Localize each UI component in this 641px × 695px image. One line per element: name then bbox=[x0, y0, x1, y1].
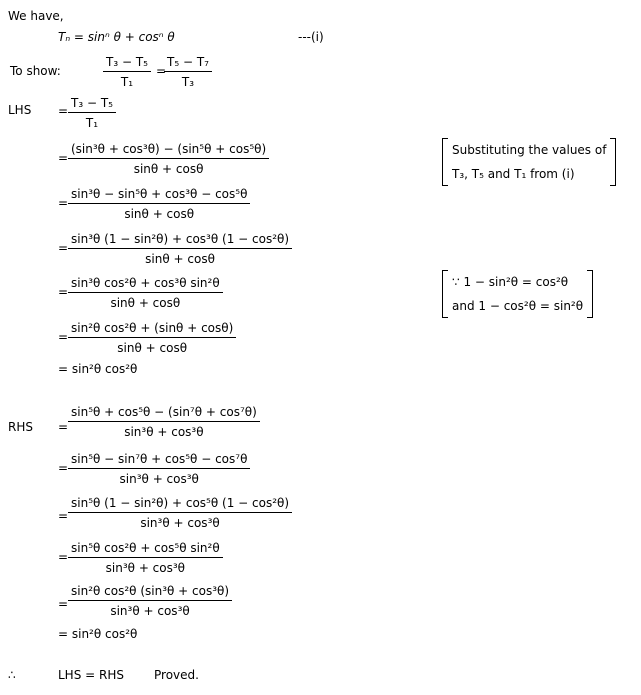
to-show-label: To show: bbox=[10, 64, 61, 78]
fraction-denominator: T₁ bbox=[120, 75, 134, 89]
rhs-step-3-fraction bbox=[68, 496, 292, 530]
equals-sign: = bbox=[58, 104, 69, 118]
fraction-numerator: (sin³θ + cos³θ) − (sin⁵θ + cos⁵θ) bbox=[68, 142, 269, 159]
note-identity-line-1: ∵ 1 − sin²θ = cos²θ bbox=[452, 275, 569, 289]
fraction-numerator: sin³θ − sin⁵θ + cos³θ − cos⁵θ bbox=[68, 187, 250, 204]
definition: Tₙ = sinⁿ θ + cosⁿ θ bbox=[58, 30, 175, 44]
fraction-denominator: sinθ + cosθ bbox=[124, 207, 195, 221]
equals-sign: = bbox=[58, 461, 69, 475]
fraction-denominator: sinθ + cosθ bbox=[133, 162, 204, 176]
lhs-step-5-fraction bbox=[68, 276, 223, 310]
note-substitution-line-2: T₃, T₅ and T₁ from (i) bbox=[452, 167, 575, 181]
equation-tag: ---(i) bbox=[298, 30, 324, 44]
equals-sign: = bbox=[58, 330, 69, 344]
bracket-left bbox=[442, 138, 448, 186]
equals-sign: = bbox=[156, 64, 167, 78]
fraction-denominator: sin³θ + cos³θ bbox=[105, 561, 186, 575]
equals-sign: = bbox=[58, 550, 69, 564]
fraction-denominator: sinθ + cosθ bbox=[145, 252, 215, 266]
bracket-left bbox=[442, 270, 448, 318]
fraction-numerator: T₅ − T₇ bbox=[164, 55, 212, 72]
to-show-rhs-fraction bbox=[164, 55, 212, 89]
rhs-result: = sin²θ cos²θ bbox=[58, 627, 138, 641]
note-identity bbox=[442, 270, 593, 318]
therefore-symbol: ∴ bbox=[8, 668, 16, 682]
lhs-step-4-fraction bbox=[68, 232, 292, 266]
fraction-denominator: sin³θ + cos³θ bbox=[140, 516, 220, 530]
equals-sign: = bbox=[58, 420, 69, 434]
fraction-numerator: sin²θ cos²θ + (sinθ + cosθ) bbox=[68, 321, 236, 338]
rhs-label: RHS bbox=[8, 420, 33, 434]
bracket-right bbox=[587, 270, 593, 318]
note-substitution-line-1: Substituting the values of bbox=[452, 143, 607, 157]
to-show-lhs-fraction bbox=[103, 55, 151, 89]
fraction-numerator: sin⁵θ − sin⁷θ + cos⁵θ − cos⁷θ bbox=[68, 452, 250, 469]
fraction-numerator: sin⁵θ cos²θ + cos⁵θ sin²θ bbox=[68, 541, 223, 558]
fraction-denominator: T₁ bbox=[85, 116, 99, 130]
note-identity-line-2: and 1 − cos²θ = sin²θ bbox=[452, 299, 584, 313]
rhs-step-4-fraction bbox=[68, 541, 223, 575]
fraction-numerator: sin³θ cos²θ + cos³θ sin²θ bbox=[68, 276, 223, 293]
fraction-denominator: sinθ + cosθ bbox=[110, 296, 181, 310]
bracket-right bbox=[610, 138, 616, 186]
fraction-denominator: sinθ + cosθ bbox=[117, 341, 188, 355]
fraction-numerator: sin⁵θ (1 − sin²θ) + cos⁵θ (1 − cos²θ) bbox=[68, 496, 292, 513]
equals-sign: = bbox=[58, 151, 69, 165]
lhs-step-1-fraction bbox=[68, 96, 116, 130]
rhs-step-1-fraction bbox=[68, 405, 260, 439]
rhs-step-5-fraction bbox=[68, 584, 232, 618]
conclusion-statement: LHS = RHS bbox=[58, 668, 124, 682]
intro-we-have: We have, bbox=[8, 9, 64, 23]
fraction-numerator: sin⁵θ + cos⁵θ − (sin⁷θ + cos⁷θ) bbox=[68, 405, 260, 422]
equals-sign: = bbox=[58, 241, 69, 255]
proved-label: Proved. bbox=[154, 668, 199, 682]
rhs-step-2-fraction bbox=[68, 452, 250, 486]
equals-sign: = bbox=[58, 509, 69, 523]
lhs-step-6-fraction bbox=[68, 321, 236, 355]
fraction-numerator: T₃ − T₅ bbox=[103, 55, 151, 72]
fraction-denominator: sin³θ + cos³θ bbox=[119, 472, 199, 486]
fraction-denominator: sin³θ + cos³θ bbox=[110, 604, 190, 618]
fraction-numerator: T₃ − T₅ bbox=[68, 96, 116, 113]
lhs-step-2-fraction bbox=[68, 142, 269, 176]
lhs-label: LHS bbox=[8, 103, 32, 117]
equals-sign: = bbox=[58, 196, 69, 210]
fraction-denominator: T₃ bbox=[181, 75, 195, 89]
lhs-result: = sin²θ cos²θ bbox=[58, 362, 138, 376]
equals-sign: = bbox=[58, 597, 69, 611]
fraction-numerator: sin³θ (1 − sin²θ) + cos³θ (1 − cos²θ) bbox=[68, 232, 292, 249]
note-substitution bbox=[442, 138, 616, 186]
fraction-denominator: sin³θ + cos³θ bbox=[124, 425, 204, 439]
lhs-step-3-fraction bbox=[68, 187, 250, 221]
fraction-numerator: sin²θ cos²θ (sin³θ + cos³θ) bbox=[68, 584, 232, 601]
equals-sign: = bbox=[58, 285, 69, 299]
